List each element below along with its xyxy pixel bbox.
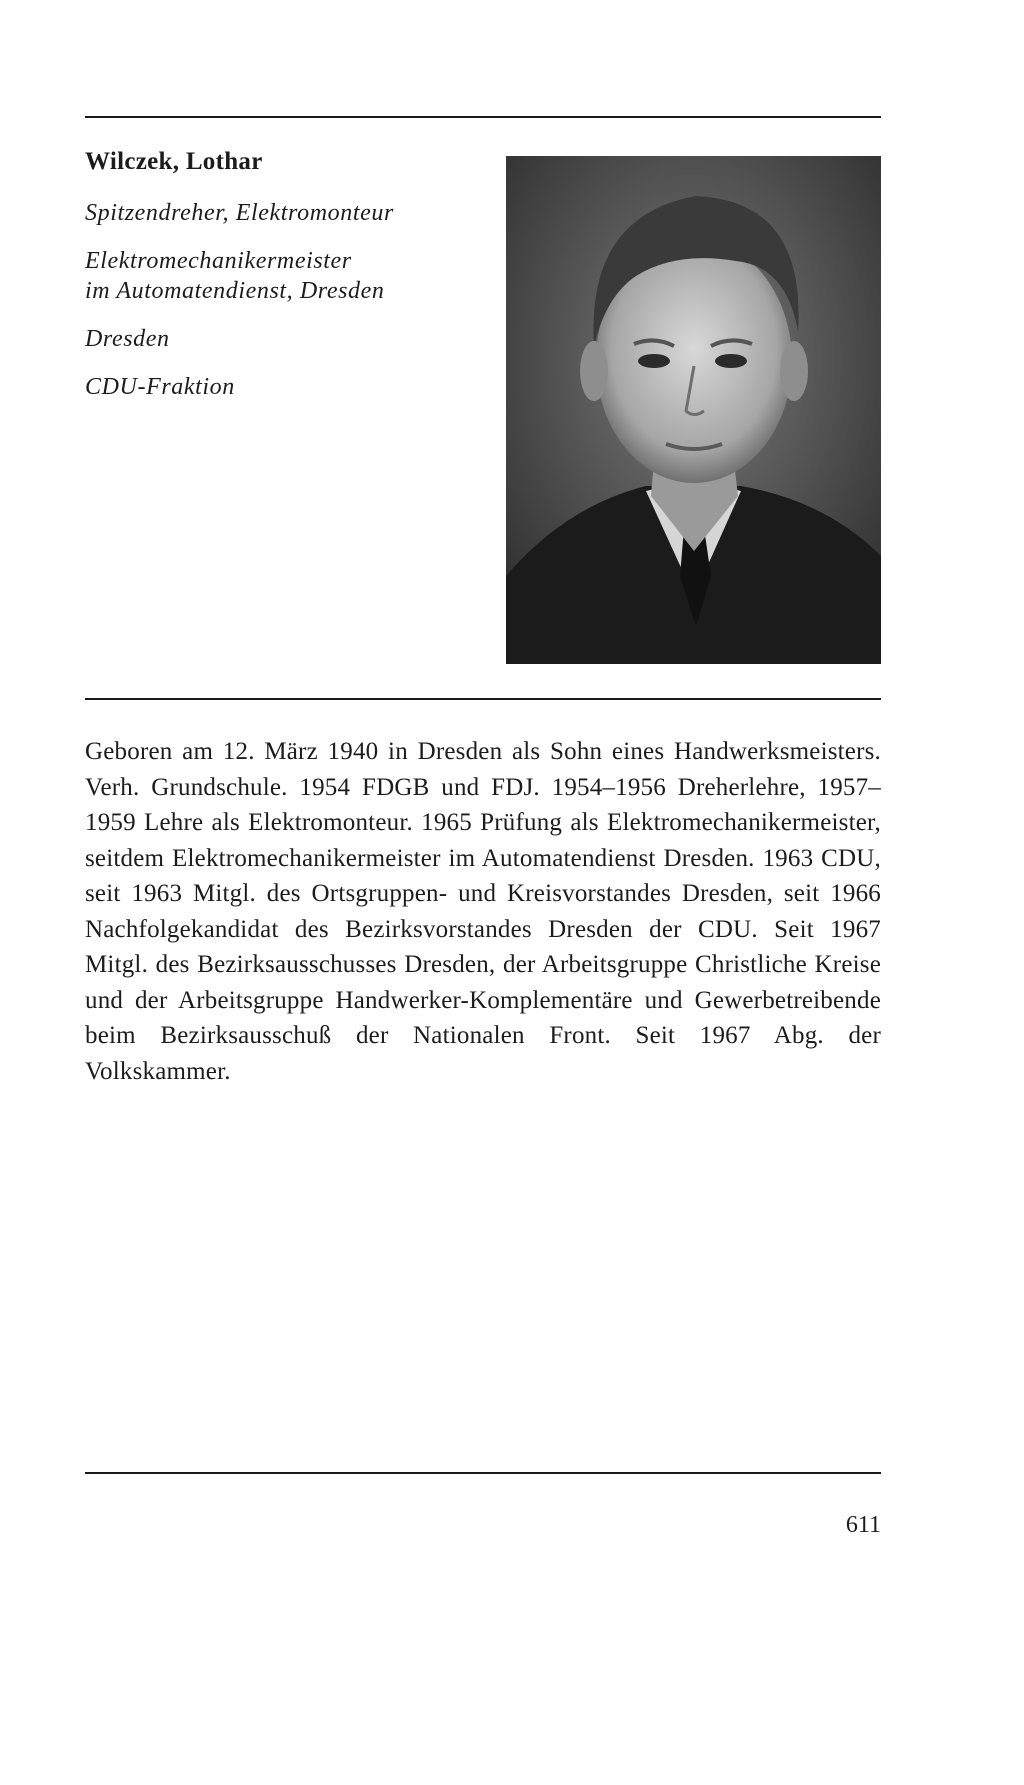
page-number: 611 bbox=[845, 1512, 881, 1538]
position-line-1: Elektromechanikermeister bbox=[85, 248, 352, 274]
faction: CDU-Fraktion bbox=[85, 374, 235, 400]
biography-text: Geboren am 12. März 1940 in Dresden als Sohn eines Handwerksmeisters. Verh. Grundschule. 1954 FDGB und FDJ. 1954–1956 Dreherlehre, 1957–1959 Lehre als Elektromonteur. 1965 Prüfung als Elektromechanikermeister, seitdem Elektromechanikermeister im Automatendienst Dresden. 1963 CDU, seit 1963 Mitgl. des Ortsgruppen- und Kreisvorstandes Dresden, seit 1966 Nachfolgekandidat des Bezirksvorstandes Dresden der CDU. Seit 1967 Mitgl. des Bezirksausschusses Dresden, der Arbeitsgruppe Christliche Kreise und der Arbeitsgruppe Handwerker-Komplementäre und Gewerbetreibende beim Bezirksausschuß der Nationalen Front. Seit 1967 Abg. der Volkskammer. bbox=[85, 738, 881, 1085]
person-portrait-photo bbox=[506, 156, 881, 664]
person-name: Wilczek, Lothar bbox=[85, 148, 263, 175]
middle-divider bbox=[85, 698, 881, 700]
entry-header bbox=[85, 148, 485, 402]
top-divider bbox=[85, 116, 881, 118]
occupation: Spitzendreher, Elektromonteur bbox=[85, 200, 394, 226]
constituency: Dresden bbox=[85, 326, 170, 352]
portrait-icon bbox=[506, 156, 881, 664]
position-line-2: im Automatendienst, Dresden bbox=[85, 278, 385, 304]
bottom-divider bbox=[85, 1472, 881, 1474]
